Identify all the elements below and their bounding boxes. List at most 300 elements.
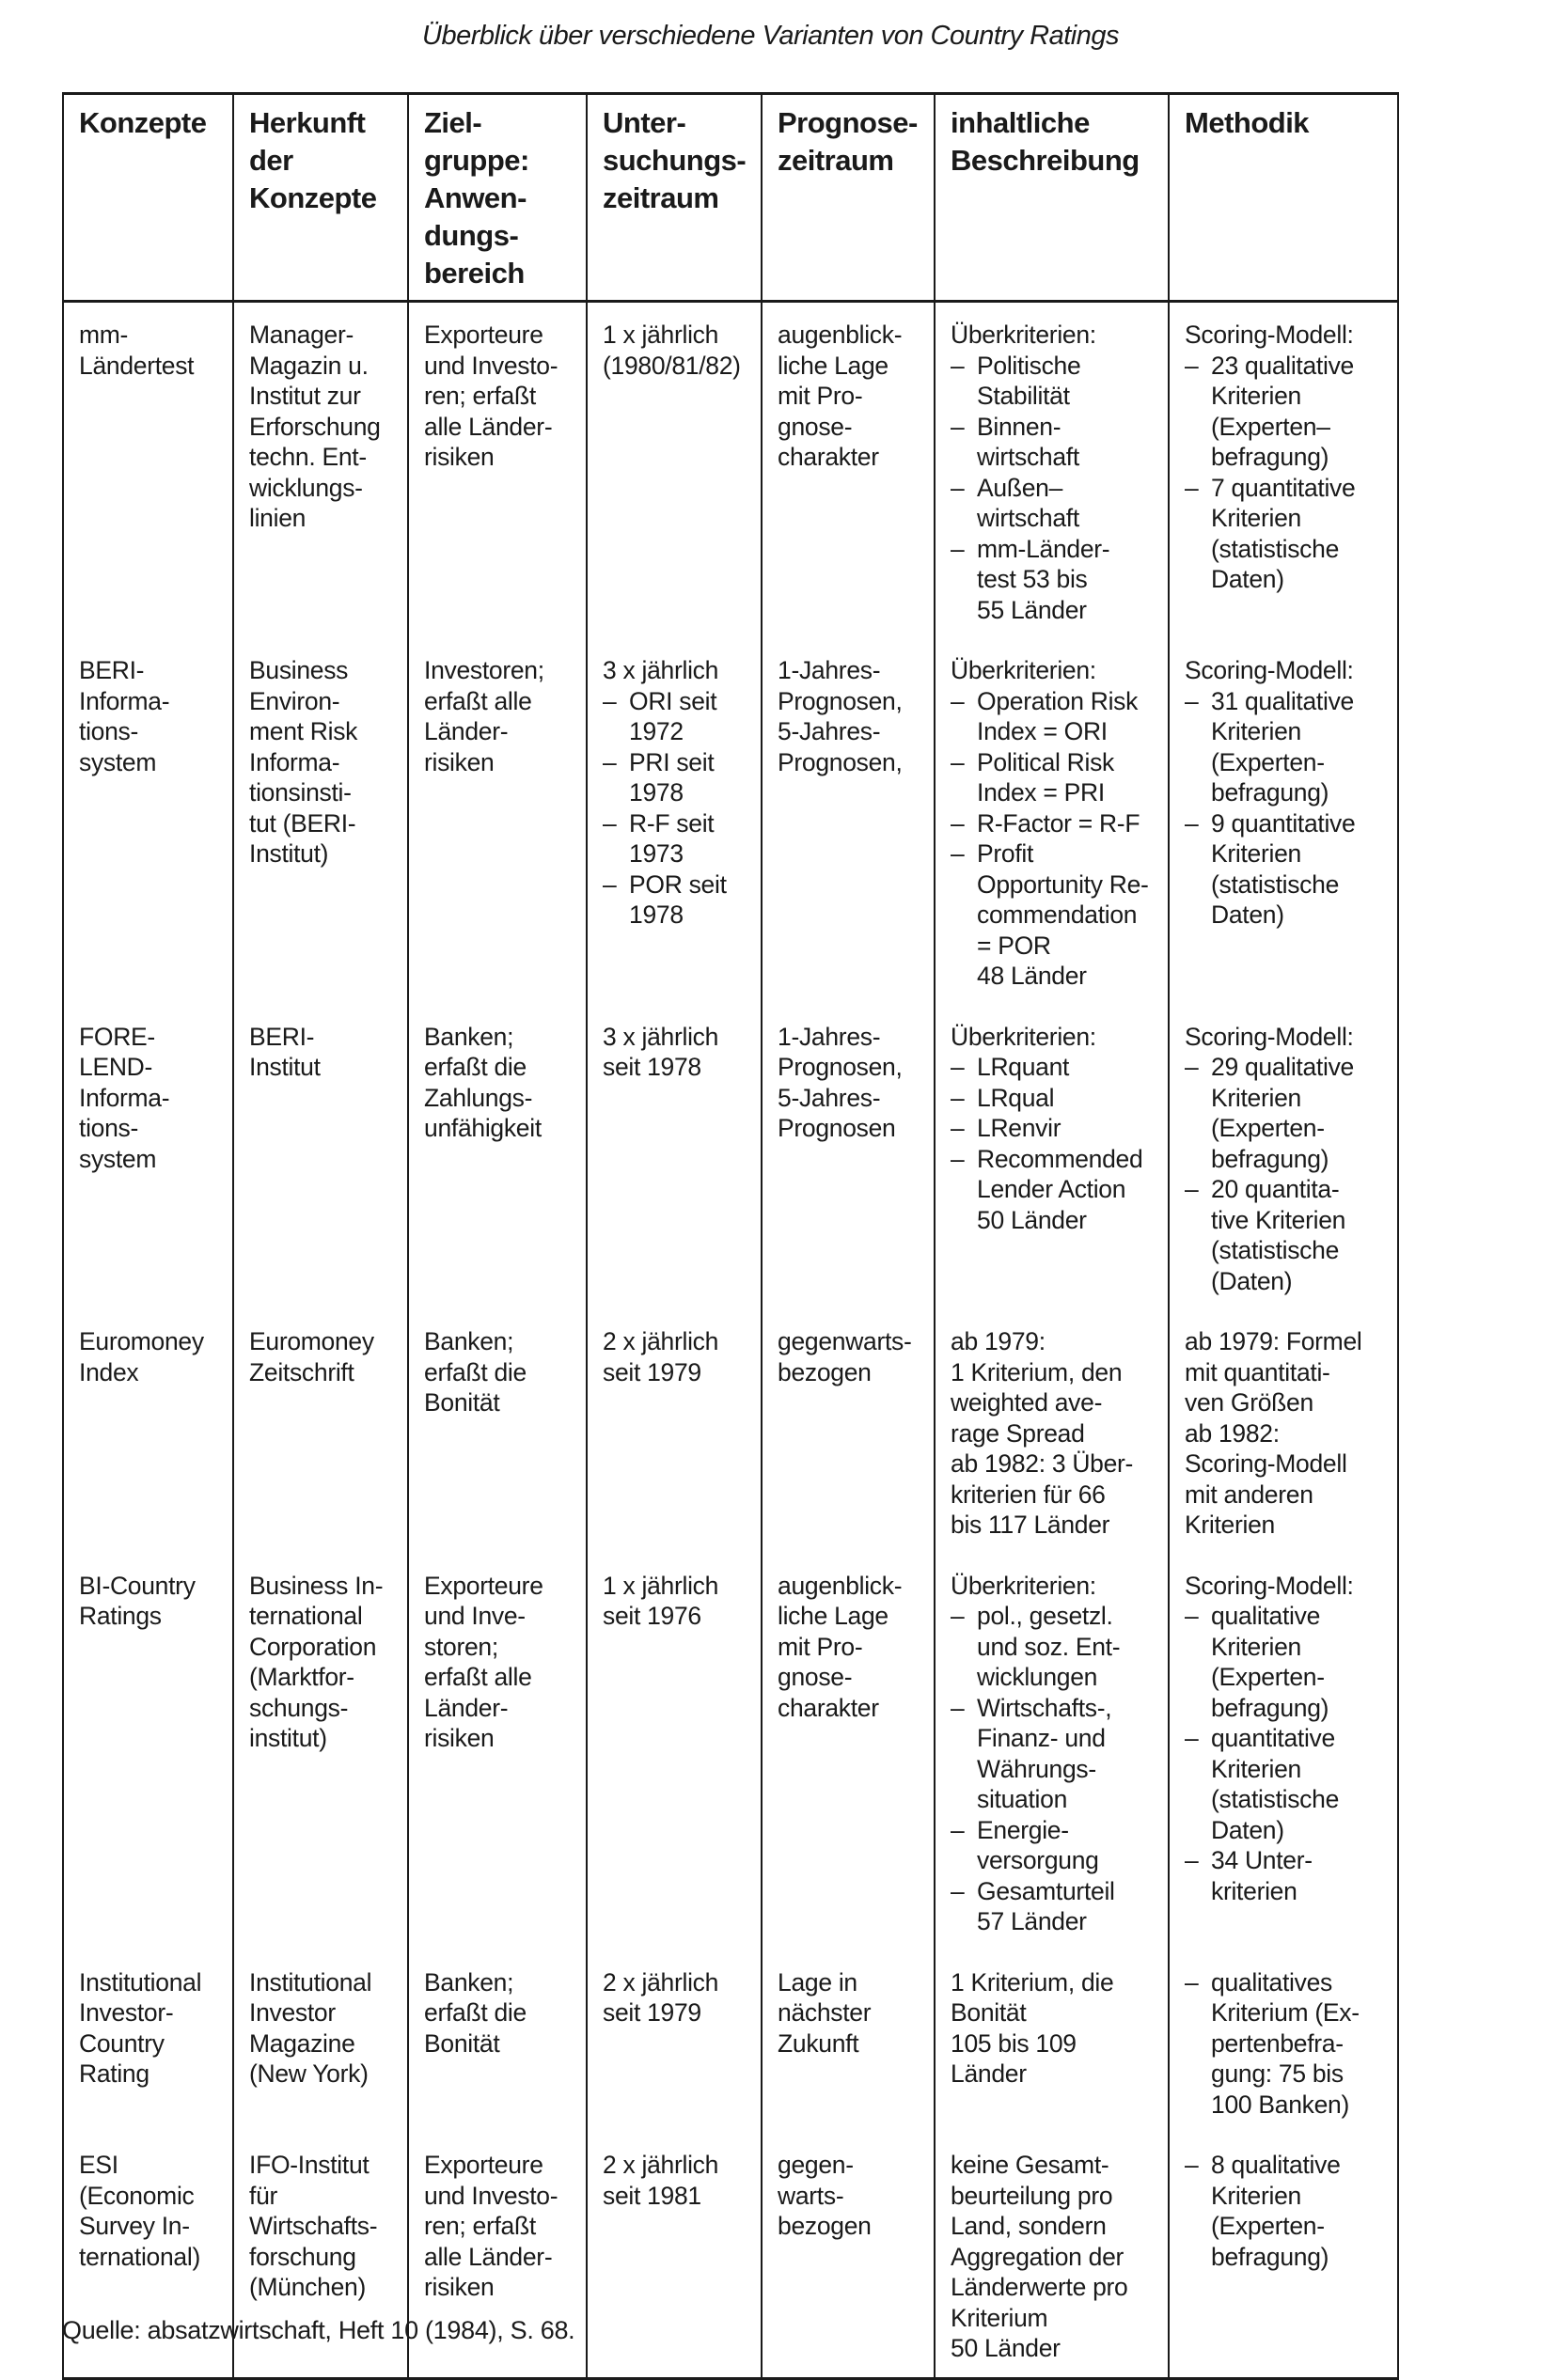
list-item-line: Kriterien (1211, 1632, 1301, 1661)
cell-line: Länderwerte pro (951, 2273, 1128, 2301)
table-row (63, 1309, 1398, 1554)
cell-line: keine Gesamt- (951, 2151, 1109, 2179)
cell-line: und Investo- (424, 2181, 558, 2210)
cell-line: ment Risk (249, 717, 358, 745)
table-header (63, 94, 1398, 302)
cell-line: Überkriterien: (951, 1571, 1096, 1600)
cell-line: risiken (424, 1724, 495, 1752)
list-item-line: Wirtschafts-, (977, 1693, 1112, 1722)
cell-line: Manager- (249, 321, 354, 349)
cell-beschreibung (935, 1950, 1169, 2134)
list-item-line: LRquant (977, 1053, 1070, 1081)
cell-line: Magazin u. (249, 351, 369, 380)
dash-bullet: – (951, 534, 965, 563)
cell-line: Zahlungs- (424, 1083, 533, 1112)
cell-line: Land, sondern (951, 2212, 1107, 2240)
list-item-line: 48 Länder (977, 962, 1087, 990)
list-item-line: (statistische (1211, 869, 1340, 899)
cell-line: IFO-Institut (249, 2151, 370, 2179)
dash-bullet: – (603, 869, 617, 899)
list-item-line: ORI seit (629, 686, 717, 715)
list-item-line: Gesamturteil (977, 1876, 1115, 1905)
dash-bullet: – (951, 412, 965, 441)
dash-bullet: – (603, 808, 617, 838)
cell-line: (1980/81/82) (603, 351, 741, 380)
cell-line: Informa- (79, 686, 170, 715)
list-item-line: befragung) (1211, 2242, 1329, 2271)
cell-line: ren; erfaßt (424, 2212, 536, 2240)
list-item (951, 1693, 1158, 1815)
country-ratings-table (62, 92, 1399, 2380)
cell-beschreibung (935, 1005, 1169, 1310)
list-item-line: Kriterien (1211, 2181, 1301, 2210)
table-body (63, 302, 1398, 2379)
dash-bullet: – (951, 1693, 965, 1722)
cell-line: unfähigkeit (424, 1114, 542, 1142)
cell-line: nächster (778, 1998, 872, 2027)
header-line: Prognose- (778, 106, 918, 139)
cell-line: 2 x jährlich (603, 2151, 719, 2179)
cell-line: Aggregation der (951, 2242, 1124, 2271)
table-row (63, 302, 1398, 639)
list-item-line: LRenvir (977, 1114, 1061, 1142)
cell-line: liche Lage (778, 1602, 888, 1630)
column-header-prognosezeitraum (762, 94, 935, 302)
list-item-line: 100 Banken) (1211, 2090, 1349, 2119)
cell-beschreibung (935, 1554, 1169, 1950)
header-line: Konzepte (79, 106, 207, 139)
cell-herkunft (233, 302, 408, 639)
cell-methodik (1169, 1554, 1398, 1950)
list-item-line: befragung) (1211, 1144, 1329, 1173)
cell-line: Business In- (249, 1571, 384, 1600)
cell-prognosezeitraum (762, 638, 935, 1005)
list-item-line: Kriterium (Ex- (1211, 1998, 1360, 2027)
column-header-beschreibung (935, 94, 1169, 302)
cell-line: liche Lage (778, 351, 888, 380)
list-item-line: 1973 (629, 839, 684, 868)
header-line: zeitraum (603, 181, 719, 214)
cell-line: Survey In- (79, 2212, 190, 2240)
dash-bullet: – (951, 686, 965, 715)
cell-herkunft (233, 1950, 408, 2134)
list-item (951, 838, 1158, 992)
cell-methodik (1169, 302, 1398, 639)
list-item-line: quantitative (1211, 1724, 1335, 1752)
list-item-line: tive Kriterien (1211, 1205, 1346, 1234)
cell-line: schungs- (249, 1693, 349, 1722)
table-row (63, 1950, 1398, 2134)
list-item-line: Daten) (1211, 1815, 1284, 1844)
cell-line: Scoring-Modell: (1185, 321, 1354, 349)
list-item-line: pertenbefra- (1211, 2028, 1344, 2058)
cell-line: Business (249, 656, 349, 684)
cell-prognosezeitraum (762, 1005, 935, 1310)
cell-line: (Economic (79, 2181, 195, 2210)
cell-line: risiken (424, 2273, 495, 2301)
cell-line: augenblick- (778, 321, 903, 349)
cell-methodik (1169, 1950, 1398, 2134)
list-item-line: POR seit (629, 869, 727, 899)
cell-line: Erforschung (249, 412, 381, 441)
cell-untersuchungszeitraum (587, 638, 762, 1005)
dash-bullet: – (951, 1053, 965, 1081)
cell-line: gnose- (778, 412, 853, 441)
cell-untersuchungszeitraum (587, 2133, 762, 2378)
cell-methodik (1169, 638, 1398, 1005)
cell-line: 1-Jahres- (778, 656, 881, 684)
list-item (951, 747, 1158, 808)
list-item-line: Finanz- und (977, 1724, 1106, 1752)
list-item-line: 7 quantitative (1211, 473, 1356, 502)
list-item-line: Index = PRI (977, 778, 1105, 806)
list-item (951, 1601, 1158, 1693)
list-item (1185, 473, 1388, 595)
cell-line: BERI- (79, 656, 145, 684)
list-item-line: commendation (977, 900, 1138, 929)
cell-methodik (1169, 1309, 1398, 1554)
cell-line: charakter (778, 1693, 879, 1722)
cell-line: erfaßt alle (424, 686, 532, 715)
cell-line: rage Spread (951, 1418, 1085, 1448)
cell-line: Überkriterien: (951, 321, 1096, 349)
cell-untersuchungszeitraum (587, 1950, 762, 2134)
list-item-line: 20 quantita- (1211, 1175, 1340, 1203)
list-item-line: wirtschaft (977, 504, 1079, 532)
list-item (603, 808, 751, 869)
list-item-line: befragung) (1211, 1693, 1329, 1722)
cell-line: seit 1981 (603, 2181, 701, 2210)
list-item-line: befragung) (1211, 443, 1329, 471)
cell-line: BERI- (249, 1022, 315, 1051)
list-item-line: 50 Länder (977, 1205, 1087, 1234)
list-item-line: Kriterien (1211, 717, 1301, 745)
cell-line: FORE- (79, 1022, 155, 1051)
dash-bullet: – (1185, 1846, 1199, 1874)
list-item-line: Kriterien (1211, 839, 1301, 868)
dash-bullet: – (951, 808, 965, 838)
list-item-line: Kriterien (1211, 382, 1301, 410)
cell-line: Exporteure (424, 321, 543, 349)
cell-line: Investoren; (424, 656, 544, 684)
header-line: inhaltliche (951, 106, 1090, 139)
cell-prognosezeitraum (762, 1554, 935, 1950)
cell-line: ab 1979: (951, 1327, 1046, 1355)
cell-line: Ländertest (79, 351, 195, 380)
list-item-line: 9 quantitative (1211, 808, 1356, 838)
list-item (1185, 1052, 1388, 1174)
list-item-line: (statistische (1211, 1236, 1340, 1264)
cell-line: wicklungs- (249, 473, 363, 502)
cell-line: Institut (249, 1053, 321, 1081)
cell-line: Scoring-Modell: (1185, 1022, 1354, 1051)
cell-line: tionsinsti- (249, 778, 352, 806)
dash-bullet: – (1185, 2151, 1199, 2179)
cell-line: gegenwarts- (778, 1327, 912, 1355)
cell-zielgruppe (408, 1005, 587, 1310)
cell-line: ternational) (79, 2242, 200, 2271)
cell-line: (Marktfor- (249, 1663, 354, 1691)
list-item-line: 1972 (629, 717, 684, 745)
cell-line: ven Größen (1185, 1388, 1313, 1417)
cell-herkunft (233, 1309, 408, 1554)
list-item-line: 1978 (629, 900, 684, 929)
cell-beschreibung (935, 1309, 1169, 1554)
cell-line: erfaßt alle (424, 1663, 532, 1691)
list-item-line: (Experten– (1211, 412, 1330, 441)
dash-bullet: – (603, 686, 617, 715)
header-line: Konzepte (249, 181, 377, 214)
cell-line: bezogen (778, 1357, 872, 1386)
list-item (1185, 1723, 1388, 1845)
cell-line: Informa- (249, 747, 340, 776)
cell-line: system (79, 1144, 157, 1173)
list-item (1185, 351, 1388, 473)
cell-line: Institutional (79, 1967, 202, 1996)
cell-line: system (79, 747, 157, 776)
list-item (603, 869, 751, 931)
dash-bullet: – (1185, 808, 1199, 838)
cell-line: und Investo- (424, 351, 558, 380)
list-item (1185, 686, 1388, 808)
header-line: gruppe: (424, 144, 529, 177)
cell-zielgruppe (408, 1309, 587, 1554)
cell-line: warts- (778, 2181, 844, 2210)
source-note: Quelle: absatzwirtschaft, Heft 10 (1984), S. 68. (62, 2316, 575, 2344)
cell-line: Exporteure (424, 2151, 543, 2179)
cell-line: gegen- (778, 2151, 854, 2179)
cell-line: ren; erfaßt (424, 382, 536, 410)
dash-bullet: – (951, 1114, 965, 1142)
cell-line: ab 1979: Formel (1185, 1327, 1362, 1355)
dash-bullet: – (951, 473, 965, 502)
cell-line: Environ- (249, 686, 340, 715)
list-item-line: pol., gesetzl. (977, 1602, 1113, 1630)
header-line: bereich (424, 257, 525, 290)
column-header-zielgruppe (408, 94, 587, 302)
list-item (951, 1052, 1158, 1083)
header-line: zeitraum (778, 144, 894, 177)
list-item (951, 534, 1158, 626)
list-item (1185, 2150, 1388, 2272)
list-item (1185, 808, 1388, 931)
cell-line: Rating (79, 2059, 149, 2088)
cell-line: Bonität (424, 1388, 500, 1417)
cell-line: alle Länder- (424, 412, 553, 441)
list-item-line: (statistische (1211, 534, 1340, 563)
cell-untersuchungszeitraum (587, 1309, 762, 1554)
cell-konzepte (63, 1309, 233, 1554)
list-item-line: (Experten- (1211, 1114, 1325, 1142)
cell-line: 3 x jährlich (603, 656, 719, 684)
list-item (951, 473, 1158, 534)
cell-untersuchungszeitraum (587, 1005, 762, 1310)
cell-line: ternational (249, 1602, 363, 1630)
cell-konzepte (63, 1950, 233, 2134)
list-item (951, 1144, 1158, 1236)
list-item-line: Daten) (1211, 565, 1284, 593)
cell-line: Länder- (424, 1693, 509, 1722)
cell-beschreibung (935, 302, 1169, 639)
list-item-line: Opportunity Re- (977, 869, 1149, 899)
table-caption: Überblick über verschiedene Varianten von Country Ratings (422, 21, 1119, 51)
header-line: Unter- (603, 106, 686, 139)
cell-line: risiken (424, 443, 495, 471)
cell-line: seit 1979 (603, 1357, 701, 1386)
cell-line: 1 Kriterium, die (951, 1967, 1114, 1996)
cell-line: erfaßt die (424, 1053, 527, 1081)
header-line: Herkunft (249, 106, 366, 139)
dash-bullet: – (951, 1876, 965, 1905)
cell-line: 1-Jahres- (778, 1022, 881, 1051)
dash-bullet: – (951, 1602, 965, 1630)
cell-untersuchungszeitraum (587, 1554, 762, 1950)
cell-line: mit Pro- (778, 382, 863, 410)
cell-line: Länder- (424, 717, 509, 745)
list-item (951, 1876, 1158, 1937)
cell-line: mm- (79, 321, 129, 349)
dash-bullet: – (1185, 1175, 1199, 1203)
cell-prognosezeitraum (762, 1309, 935, 1554)
cell-line: kriterien für 66 (951, 1480, 1106, 1509)
list-item-line: R-F seit (629, 808, 715, 838)
cell-line: Zeitschrift (249, 1357, 354, 1386)
list-item-line: test 53 bis (977, 565, 1088, 593)
list-item (951, 1815, 1158, 1876)
list-item-line: LRqual (977, 1083, 1055, 1112)
cell-line: Prognosen, (778, 686, 903, 715)
cell-line: Institut zur (249, 382, 361, 410)
cell-line: Lage in (778, 1967, 857, 1996)
dash-bullet: – (951, 351, 965, 380)
cell-line: weighted ave- (951, 1388, 1103, 1417)
list-item-line: 31 qualitative (1211, 686, 1354, 715)
list-item-line: qualitatives (1211, 1967, 1332, 1996)
cell-line: Exporteure (424, 1571, 543, 1600)
cell-line: Kriterien (1185, 1511, 1275, 1539)
cell-line: charakter (778, 443, 879, 471)
list-item-line: (Experten- (1211, 2212, 1325, 2240)
list-item-line: kriterien (1211, 1876, 1297, 1905)
cell-prognosezeitraum (762, 1950, 935, 2134)
cell-line: 1 Kriterium, den (951, 1357, 1123, 1386)
dash-bullet: – (1185, 1967, 1199, 1996)
list-item-line: Politische (977, 351, 1081, 380)
list-item-line: mm-Länder- (977, 534, 1110, 563)
list-item (603, 747, 751, 808)
list-item-line: Außen– (977, 473, 1063, 502)
cell-herkunft (233, 1554, 408, 1950)
cell-line: erfaßt die (424, 1357, 527, 1386)
header-line: dungs- (424, 219, 519, 252)
cell-konzepte (63, 1554, 233, 1950)
cell-line: Überkriterien: (951, 1022, 1096, 1051)
cell-line: 1 x jährlich (603, 321, 719, 349)
cell-line: institut) (249, 1724, 327, 1752)
dash-bullet: – (1185, 1724, 1199, 1752)
list-item-line: (Experten- (1211, 747, 1325, 776)
list-item-line: 8 qualitative (1211, 2151, 1341, 2179)
table-row (63, 1554, 1398, 1950)
cell-line: 5-Jahres- (778, 1083, 881, 1112)
cell-line: erfaßt die (424, 1998, 527, 2027)
list-item-line: befragung) (1211, 778, 1329, 806)
cell-line: mit Pro- (778, 1632, 863, 1661)
cell-line: Investor (249, 1998, 336, 2027)
cell-line: Index (79, 1357, 139, 1386)
list-item-line: PRI seit (629, 747, 715, 776)
cell-methodik (1169, 1005, 1398, 1310)
dash-bullet: – (1185, 686, 1199, 715)
cell-prognosezeitraum (762, 2133, 935, 2378)
list-item-line: (Experten- (1211, 1663, 1325, 1691)
cell-konzepte (63, 638, 233, 1005)
list-item (951, 686, 1158, 747)
cell-konzepte (63, 1005, 233, 1310)
cell-line: 50 Länder (951, 2334, 1061, 2362)
cell-line: Scoring-Modell (1185, 1449, 1347, 1478)
cell-line: für (249, 2181, 278, 2210)
list-item (951, 1113, 1158, 1144)
table-row (63, 1005, 1398, 1310)
list-item (1185, 1174, 1388, 1296)
cell-zielgruppe (408, 1554, 587, 1950)
list-item-line: (Daten) (1211, 1266, 1293, 1295)
column-header-herkunft (233, 94, 408, 302)
list-item-line: wirtschaft (977, 443, 1079, 471)
list-item-line: Kriterien (1211, 1754, 1301, 1783)
header-line: Anwen- (424, 181, 527, 214)
cell-line: Bonität (951, 1998, 1027, 2027)
cell-line: Banken; (424, 1327, 514, 1355)
cell-line: 105 bis 109 (951, 2028, 1077, 2058)
header-line: suchungs- (603, 144, 747, 177)
cell-line: mit anderen (1185, 1480, 1313, 1509)
cell-line: Investor- (79, 1998, 174, 2027)
cell-line: Scoring-Modell: (1185, 1571, 1354, 1600)
cell-line: bis 117 Länder (951, 1511, 1110, 1539)
list-item-line: Profit (977, 839, 1034, 868)
cell-line: (New York) (249, 2059, 369, 2088)
list-item (1185, 1967, 1388, 2121)
header-line: der (249, 144, 293, 177)
cell-line: und Inve- (424, 1602, 526, 1630)
dash-bullet: – (603, 747, 617, 776)
cell-herkunft (233, 638, 408, 1005)
cell-line: 5-Jahres- (778, 717, 881, 745)
dash-bullet: – (951, 839, 965, 868)
header-line: Beschreibung (951, 144, 1140, 177)
list-item-line: Lender Action (977, 1175, 1126, 1203)
dash-bullet: – (1185, 1053, 1199, 1081)
cell-line: mit quantitati- (1185, 1357, 1330, 1386)
cell-line: Scoring-Modell: (1185, 656, 1354, 684)
cell-line: ESI (79, 2151, 118, 2179)
cell-line: Prognosen, (778, 1053, 903, 1081)
cell-prognosezeitraum (762, 302, 935, 639)
cell-line: Institutional (249, 1967, 372, 1996)
header-line: Methodik (1185, 106, 1310, 139)
cell-line: augenblick- (778, 1571, 903, 1600)
cell-line: linien (249, 504, 307, 532)
list-item-line: gung: 75 bis (1211, 2059, 1344, 2088)
column-header-untersuchungszeitraum (587, 94, 762, 302)
cell-line: Banken; (424, 1967, 514, 1996)
cell-line: ab 1982: 3 Über- (951, 1449, 1134, 1478)
cell-line: Euromoney (249, 1327, 374, 1355)
list-item-line: Daten) (1211, 900, 1284, 929)
cell-line: risiken (424, 747, 495, 776)
